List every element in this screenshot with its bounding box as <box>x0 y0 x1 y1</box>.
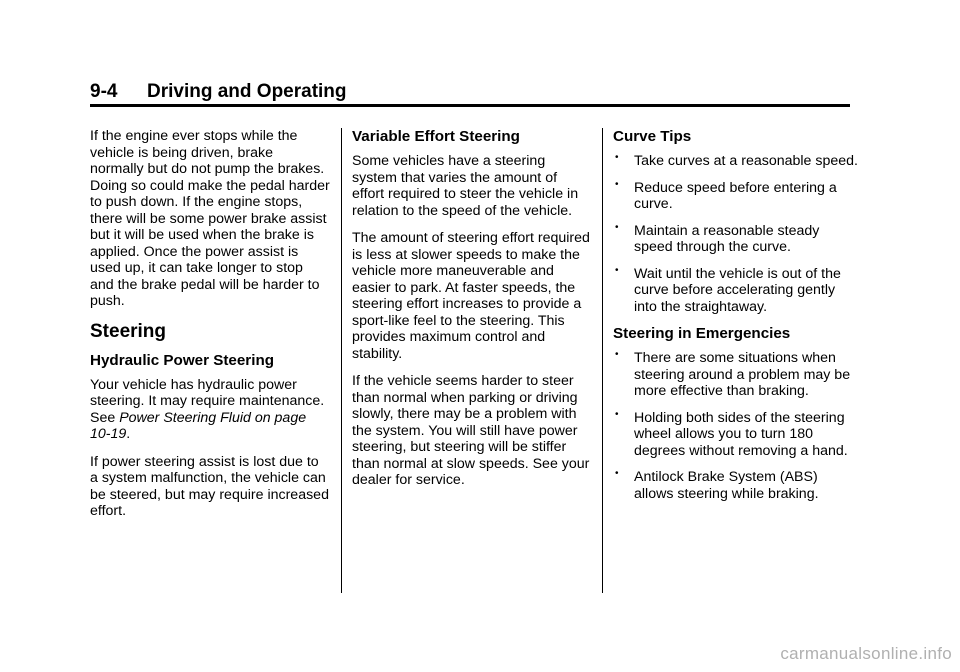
subsection-title-emergencies: Steering in Emergencies <box>613 325 791 342</box>
hydraulic-paragraph <box>90 377 330 443</box>
list-item-text: Maintain a reasonable steady speed through the curve. <box>634 222 820 255</box>
bullet-icon: • <box>615 264 619 276</box>
list-item-text: Reduce speed before entering a curve. <box>634 179 837 212</box>
variable-effort-paragraph-3: If the vehicle seems harder to steer than normal when parking or driving slowly, there may be a problem with the system. You will still have power steering, but steering will be stiffer than normal at slow speeds. See your dealer for service. <box>352 373 590 488</box>
variable-effort-paragraph-1: Some vehicles have a steering system that varies the amount of effort required to steer the vehicle in relation to the speed of the vehicle. <box>352 153 579 219</box>
engine-stop-paragraph: If the engine ever stops while the vehicle is being driven, brake normally but do not pump the brakes. Doing so could make the pedal harder to push down. If the engine stops, there will be some power brake assist but it will be used when the brake is applied. Once the power assist is used up, it can take longer to stop and the brake pedal will be harder to push. <box>90 128 330 309</box>
list-item-text: Holding both sides of the steering wheel allows you to turn 180 degrees without removing a hand. <box>634 409 848 459</box>
bullet-icon: • <box>615 349 619 360</box>
bullet-icon: • <box>615 408 619 420</box>
hydraulic-paragraph-text: Your vehicle has hydraulic power steering. It may require maintenance. See <box>90 376 325 426</box>
list-item-text: Wait until the vehicle is out of the curve before accelerating gently into the straightaway. <box>634 265 841 315</box>
power-steering-fluid-reference[interactable]: Power Steering Fluid on page 10-19 <box>90 409 307 442</box>
list-item <box>613 266 858 316</box>
list-item <box>613 350 858 400</box>
page-header <box>90 80 850 107</box>
page-number: 9-4 <box>90 81 118 102</box>
column-middle <box>352 128 592 500</box>
list-item <box>613 410 858 460</box>
curve-tips-list <box>613 153 858 315</box>
chapter-title: Driving and Operating <box>147 81 347 102</box>
subsection-title-variable-effort: Variable Effort Steering <box>352 128 520 145</box>
section-title-steering: Steering <box>90 320 167 342</box>
column-divider-2 <box>602 128 603 593</box>
hydraulic-paragraph-end: . <box>126 426 131 442</box>
assist-lost-paragraph: If power steering assist is lost due to a system malfunction, the vehicle can be steered, but may require increased effort. <box>90 453 329 519</box>
list-item <box>613 223 858 256</box>
bullet-icon: • <box>615 468 619 479</box>
list-item <box>613 153 858 170</box>
column-right <box>613 128 858 512</box>
list-item-text: Antilock Brake System (ABS) allows steering while braking. <box>634 469 819 502</box>
emergency-steering-list <box>613 350 858 502</box>
subsection-title-curve-tips: Curve Tips <box>613 128 692 145</box>
bullet-icon: • <box>615 178 619 190</box>
column-left <box>90 128 330 531</box>
subsection-title-hydraulic: Hydraulic Power Steering <box>90 351 274 369</box>
list-item <box>613 469 858 502</box>
list-item-text: Take curves at a reasonable speed. <box>634 153 858 169</box>
bullet-icon: • <box>615 221 619 233</box>
variable-effort-paragraph-2: The amount of steering effort required is less at slower speeds to make the vehicle more maneuverable and easier to park. At faster speeds, the steering effort increases to provide a sport-like feel to the steering. This provides maximum control and stability. <box>352 230 590 362</box>
bullet-icon: • <box>615 152 619 163</box>
list-item-text: There are some situations when steering around a problem may be more effective than braking. <box>634 350 851 399</box>
column-divider-1 <box>341 128 342 593</box>
list-item <box>613 180 858 213</box>
watermark: carmanualsonline.info <box>780 644 952 663</box>
